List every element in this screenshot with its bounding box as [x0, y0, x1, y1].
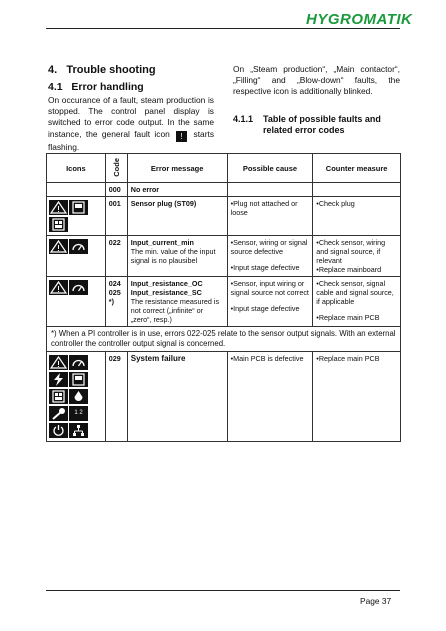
table-header-row	[47, 154, 401, 183]
error-code: 029	[105, 352, 127, 442]
pcb-icon	[49, 217, 68, 232]
table-row	[47, 183, 401, 197]
row-icons	[47, 197, 106, 236]
possible-cause: • Plug not attached or loose	[227, 197, 313, 236]
error-message: Input_current_min The min. value of the input signal is no plausibel	[127, 236, 227, 277]
gauge-icon	[69, 355, 88, 370]
table-row	[47, 236, 401, 277]
gauge-icon	[69, 280, 88, 295]
counter-measure: • Check plug	[313, 197, 401, 236]
warning-icon	[49, 280, 68, 295]
gauge-icon	[69, 239, 88, 254]
header-code: Code	[105, 154, 127, 183]
row-icons	[47, 277, 106, 327]
right-paragraph: On „Steam production“, „Main contactor“, „Filling“ and „Blow-down“ faults, the respective icon is additionally blinked.	[233, 64, 400, 97]
error-code: 022	[105, 236, 127, 277]
possible-cause: • Sensor, input wiring or signal source not correct • Input stage defective	[227, 277, 313, 327]
footer-divider	[46, 590, 400, 591]
brand-logo: HYGROMATIK	[306, 11, 413, 28]
table-note: *) When a PI controller is in use, errors 022-025 relate to the sensor output signals. With an external controller the controller output signal is concerned.	[47, 327, 401, 352]
error-code: 000	[105, 183, 127, 197]
header-message: Error message	[127, 154, 227, 183]
control-panel-icon	[69, 372, 88, 387]
lightning-icon	[49, 372, 68, 387]
possible-cause: • Main PCB is defective	[227, 352, 313, 442]
table-row	[47, 277, 401, 327]
control-panel-icon	[69, 200, 88, 215]
sequence-icon: 1 2	[69, 406, 88, 421]
warning-icon	[49, 355, 68, 370]
error-table	[46, 153, 401, 442]
header-cause: Possible cause	[227, 154, 313, 183]
power-icon	[49, 423, 68, 438]
intro-paragraph: On occurance of a fault, steam production is stopped. The control panel display is switched to error code output. In the same instance, the general fault icon ! starts flashing.	[48, 95, 215, 152]
possible-cause: • Sensor, wiring or signal source defective • Input stage defective	[227, 236, 313, 277]
pcb-icon	[49, 389, 68, 404]
wrench-icon	[49, 406, 68, 421]
counter-measure: • Replace main PCB	[313, 352, 401, 442]
page-number: Page 37	[360, 596, 392, 606]
counter-measure: • Check sensor, wiring and signal source, if relevant • Replace mainboard	[313, 236, 401, 277]
counter-measure: • Check sensor, signal cable and signal source, if applicable • Replace main PCB	[313, 277, 401, 327]
header-measure: Counter measure	[313, 154, 401, 183]
network-icon	[69, 423, 88, 438]
row-icons	[47, 352, 106, 442]
table-row	[47, 197, 401, 236]
table-row	[47, 352, 401, 442]
warning-icon	[49, 200, 68, 215]
header-divider	[46, 28, 400, 29]
table-note-row	[47, 327, 401, 352]
water-drop-icon	[69, 389, 88, 404]
header-icons: Icons	[47, 154, 106, 183]
error-code: 024 025 *)	[105, 277, 127, 327]
warning-icon	[49, 239, 68, 254]
error-message: Sensor plug (ST09)	[127, 197, 227, 236]
error-message: No error	[127, 183, 227, 197]
error-code: 001	[105, 197, 127, 236]
section-title: 4. Trouble shooting	[48, 64, 156, 76]
fault-warning-icon: !	[176, 131, 187, 142]
subsection-title: 4.1 Error handling	[48, 81, 144, 93]
row-icons	[47, 236, 106, 277]
error-message: System failure	[127, 352, 227, 442]
error-message: Input_resistance_OC Input_resistance_SC The resistance measured is not correct („infinite“ or „zero“, resp.)	[127, 277, 227, 327]
